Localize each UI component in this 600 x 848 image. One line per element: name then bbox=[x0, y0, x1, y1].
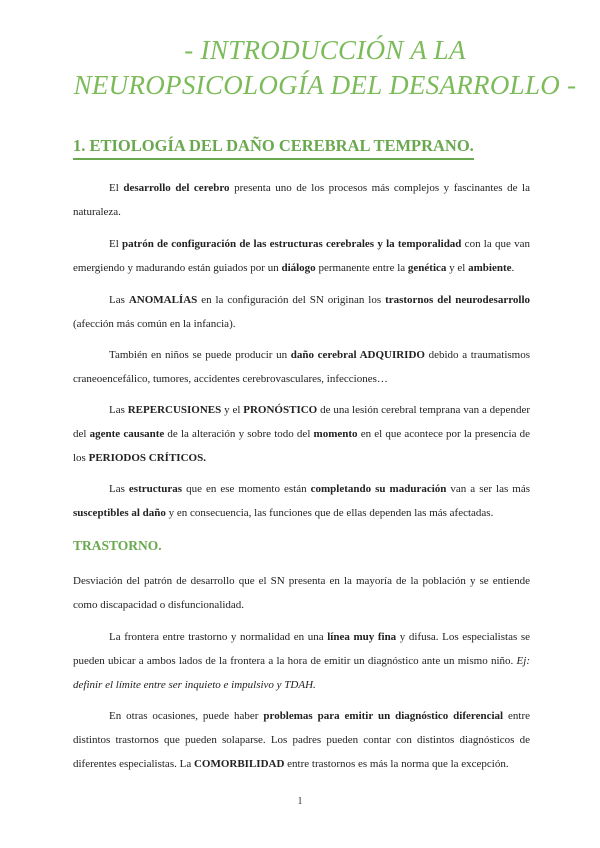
page-number: 1 bbox=[297, 796, 303, 807]
paragraph-repercusiones: Las REPERCUSIONES y el PRONÓSTICO de una lesión cerebral temprana van a depender del agente causante de la alteración y sobre todo del momento en el que acontece por la presencia de los PERIODOS CRÍTICOS. bbox=[73, 404, 530, 464]
paragraph-dano-adquirido: También en niños se puede producir un daño cerebral ADQUIRIDO debido a traumatismos craneoencefálico, tumores, accidentes cerebrovasculares, infecciones… bbox=[73, 349, 530, 385]
paragraph-frontera: La frontera entre trastorno y normalidad en una línea muy fina y difusa. Los especialistas se pueden ubicar a ambos lados de la frontera a la hora de emitir un diagnóstico ante un mismo niño. Ej: definir el límite entre ser inquieto e impulsivo y TDAH. bbox=[73, 631, 531, 691]
paragraph-trastorno-definicion: Desviación del patrón de desarrollo que el SN presenta en la mayoría de la población y se entiende como discapacidad o disfuncionalidad. bbox=[73, 575, 530, 611]
section-heading bbox=[73, 136, 474, 156]
paragraph-anomalias: Las ANOMALÍAS en la configuración del SN originan los trastornos del neurodesarrollo (afección más común en la infancia). bbox=[73, 294, 530, 330]
section-heading-text: 1. ETIOLOGÍA DEL DAÑO CEREBRAL TEMPRANO. bbox=[73, 136, 474, 155]
paragraph-comorbilidad: En otras ocasiones, puede haber problemas para emitir un diagnóstico diferencial entre distintos trastornos que pueden solaparse. Los padres pueden contar con distintos diagnósticos de diferentes especialistas. La COMORBILIDAD entre trastornos es más la norma que la excepción. bbox=[73, 710, 530, 770]
paragraph-patron: El patrón de configuración de las estructuras cerebrales y la temporalidad con la que van emergiendo y madurando están guiados por un diálogo permanente entre la genética y el ambiente. bbox=[73, 238, 530, 274]
paragraph-desarrollo: El desarrollo del cerebro presenta uno de los procesos más complejos y fascinantes de la naturaleza. bbox=[73, 182, 530, 218]
paragraph-estructuras: Las estructuras que en ese momento están completando su maduración van a ser las más susceptibles al daño y en consecuencia, las funciones que de ellas dependen las más afectadas. bbox=[73, 483, 530, 519]
section-heading-underline bbox=[73, 158, 474, 160]
document-title bbox=[60, 33, 590, 103]
title-line-1: - INTRODUCCIÓN A LA bbox=[184, 35, 466, 65]
title-line-2: NEUROPSICOLOGÍA DEL DESARROLLO - bbox=[73, 70, 577, 100]
subsection-heading: TRASTORNO. bbox=[73, 538, 162, 553]
